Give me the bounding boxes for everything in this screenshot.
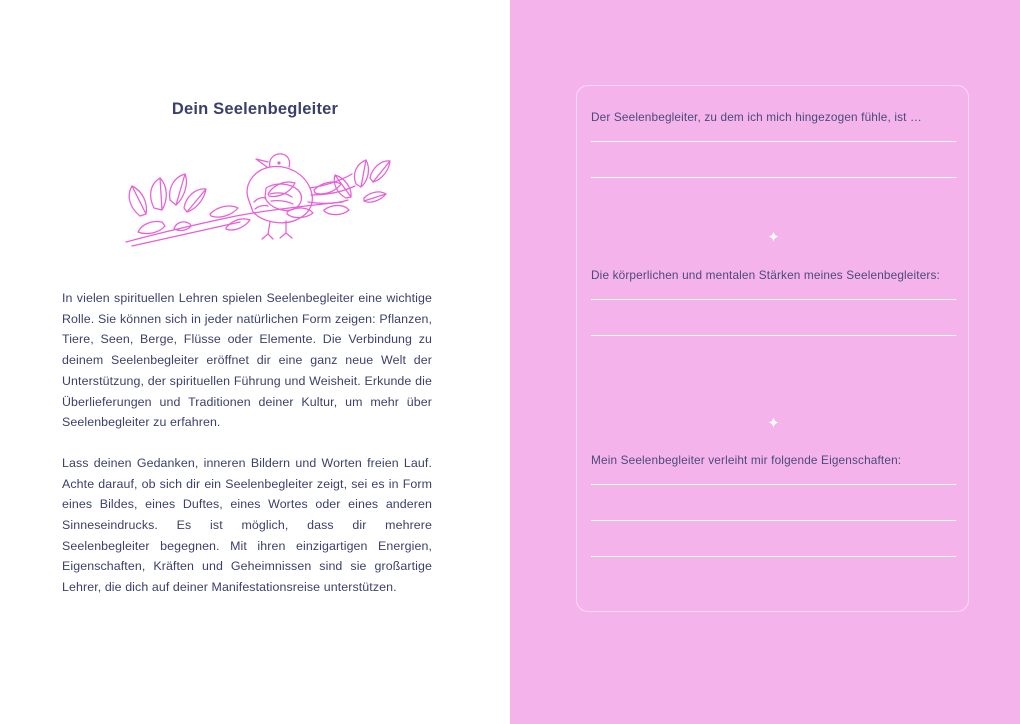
journal-card: [576, 85, 969, 612]
writing-lines-2: [591, 299, 956, 336]
prompt-label-2: Die körperlichen und mentalen Stärken meines Seelenbegleiters:: [591, 268, 940, 282]
writing-line[interactable]: [591, 299, 956, 300]
prompt-block-1: [591, 108, 956, 178]
prompt-label-1: Der Seelenbegleiter, zu dem ich mich hingezogen fühle, ist …: [591, 110, 922, 124]
bird-on-flowering-branch-illustration: [118, 150, 393, 265]
prompt-block-2: [591, 266, 956, 336]
prompt-label-3: Mein Seelenbegleiter verleiht mir folgende Eigenschaften:: [591, 453, 902, 467]
page-title: Dein Seelenbegleiter: [171, 100, 339, 118]
divider-star-icon: ✦: [767, 415, 780, 432]
writing-lines-3: [591, 484, 956, 557]
body-text: [62, 288, 432, 598]
right-page: [510, 0, 1020, 724]
divider-star-icon: ✦: [767, 229, 780, 246]
writing-line[interactable]: [591, 141, 956, 142]
writing-lines-1: [591, 141, 956, 178]
paragraph-1: In vielen spirituellen Lehren spielen Seelenbegleiter eine wichtige Rolle. Sie können sich in jeder natürlichen Form zeigen: Pflanzen, Tiere, Seen, Berge, Flüsse oder Elemente. Die Verbindung zu deinem Seelenbegleiter eröffnet dir eine ganz neue Welt der Unterstützung, der spirituellen Führung und Weisheit. Erkunde die Überlieferungen und Traditionen deiner Kultur, um mehr über Seelenbegleiter zu erfahren.: [62, 291, 432, 430]
paragraph-2: Lass deinen Gedanken, inneren Bildern und Worten freien Lauf. Achte darauf, ob sich dir ein Seelenbegleiter zeigt, sei es in Form eines Bildes, eines Duftes, eines Wortes oder eines anderen Sinneseindrucks. Es ist möglich, dass dir mehrere Seelenbegleiter begegnen. Mit ihren einzigartigen Energien, Eigenschaften, Kräften und Geheimnissen sind sie großartige Lehrer, die dich auf deiner Manifestationsreise unterstützen.: [62, 455, 432, 595]
writing-line[interactable]: [591, 556, 956, 557]
prompt-block-3: [591, 451, 956, 557]
writing-line[interactable]: [591, 335, 956, 336]
writing-line[interactable]: [591, 520, 956, 521]
writing-line[interactable]: [591, 484, 956, 485]
writing-line[interactable]: [591, 177, 956, 178]
